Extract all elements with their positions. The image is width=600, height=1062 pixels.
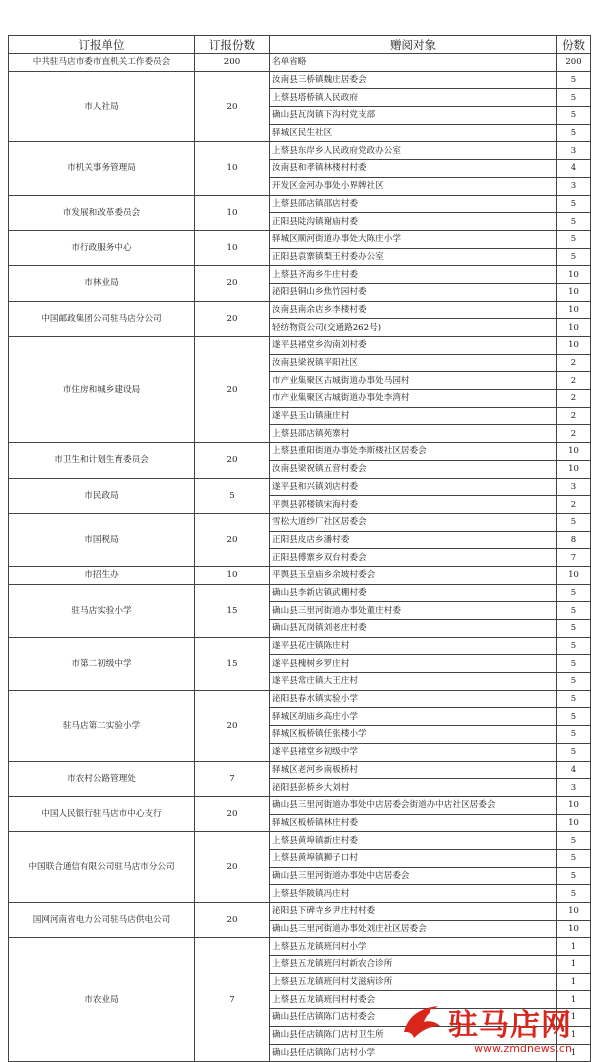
recipient-cell: 遂平县褚堂乡初级中学 <box>270 743 557 761</box>
recipient-cell: 上蔡县齐海乡牛庄村委 <box>270 266 557 284</box>
subscription-count-cell: 15 <box>195 637 270 690</box>
recipient-cell: 遂平县常庄镇大王庄村 <box>270 673 557 691</box>
recipient-cell: 泌阳县彭桥乡大刘村 <box>270 779 557 797</box>
recipient-cell: 正阳县傅寨乡双台村委会 <box>270 549 557 567</box>
copies-cell: 5 <box>557 655 591 673</box>
copies-cell: 5 <box>557 89 591 107</box>
copies-cell: 2 <box>557 496 591 514</box>
table-row <box>9 566 591 584</box>
table-row <box>9 584 591 602</box>
table-row <box>9 230 591 248</box>
recipient-cell: 遂平县花庄镇陈庄村 <box>270 637 557 655</box>
copies-cell: 5 <box>557 867 591 885</box>
copies-cell: 1 <box>557 973 591 991</box>
recipient-cell: 遂平县褚堂乡沟南刘村委 <box>270 337 557 355</box>
copies-cell: 5 <box>557 248 591 266</box>
recipient-cell: 上蔡县黄埠镇新庄村委 <box>270 832 557 850</box>
subscription-count-cell: 20 <box>195 832 270 903</box>
copies-cell: 10 <box>557 443 591 461</box>
recipient-cell: 上蔡县五龙镇班闫村村委会 <box>270 991 557 1009</box>
unit-cell: 中共驻马店市委市直机关工作委员会 <box>9 54 195 72</box>
recipient-cell: 驿城区板桥镇林庄村委 <box>270 814 557 832</box>
table-body <box>9 54 591 1062</box>
copies-cell: 5 <box>557 213 591 231</box>
recipient-cell: 汝南县和孝镇林楼村村委 <box>270 160 557 178</box>
recipient-cell: 汝南县梁祝镇平阳社区 <box>270 354 557 372</box>
copies-cell: 5 <box>557 71 591 89</box>
copies-cell: 10 <box>557 266 591 284</box>
recipient-cell: 名单省略 <box>270 54 557 72</box>
copies-cell: 5 <box>557 849 591 867</box>
recipient-cell: 确山县任店镇陈门店村委会 <box>270 1009 557 1027</box>
copies-cell: 5 <box>557 885 591 903</box>
unit-cell: 市农业局 <box>9 938 195 1062</box>
recipient-cell: 市产业集聚区古城街道办事处李湾村 <box>270 390 557 408</box>
recipient-cell: 确山县三里河街道办事处中店居委会街道办中店社区居委会 <box>270 796 557 814</box>
subscription-count-cell: 20 <box>195 903 270 938</box>
recipient-cell: 上蔡县邵店镇苑寨村 <box>270 425 557 443</box>
copies-cell: 5 <box>557 690 591 708</box>
recipient-cell: 开发区金河办事处小界牌社区 <box>270 177 557 195</box>
copies-cell: 1 <box>557 1026 591 1044</box>
watermark-title: 驻马店网 <box>448 1008 572 1043</box>
recipient-cell: 确山县三里河街道办事处中店居委会 <box>270 867 557 885</box>
copies-cell: 1 <box>557 956 591 974</box>
recipient-cell: 泌阳县春水镇实验小学 <box>270 690 557 708</box>
copies-cell: 4 <box>557 761 591 779</box>
recipient-cell: 泌阳县下碑寺乡尹庄村村委 <box>270 903 557 921</box>
subscription-count-cell: 20 <box>195 796 270 831</box>
copies-cell: 5 <box>557 726 591 744</box>
table-row <box>9 513 591 531</box>
recipient-cell: 确山县瓦岗镇刘老庄村委 <box>270 620 557 638</box>
copies-cell: 5 <box>557 673 591 691</box>
table-row <box>9 54 591 72</box>
recipient-cell: 汝南县三桥镇魏庄居委会 <box>270 71 557 89</box>
subscription-count-cell: 7 <box>195 761 270 796</box>
copies-cell: 2 <box>557 390 591 408</box>
unit-cell: 驻马店第二实验小学 <box>9 690 195 761</box>
unit-cell: 市农村公路管理处 <box>9 761 195 796</box>
copies-cell: 5 <box>557 195 591 213</box>
recipient-cell: 上蔡县五龙镇班闫村新农合诊所 <box>270 956 557 974</box>
recipient-cell: 汝南县南余店乡李楼村委 <box>270 301 557 319</box>
unit-cell: 市行政服务中心 <box>9 230 195 265</box>
unit-cell: 市民政局 <box>9 478 195 513</box>
recipient-cell: 正阳县皮店乡潘村委 <box>270 531 557 549</box>
subscription-count-cell: 20 <box>195 301 270 336</box>
recipient-cell: 轻纺物资公司(交通路262号) <box>270 319 557 337</box>
subscription-table <box>8 35 591 1062</box>
copies-cell: 10 <box>557 814 591 832</box>
recipient-cell: 平舆县玉皇庙乡余坡村委会 <box>270 566 557 584</box>
copies-cell: 2 <box>557 425 591 443</box>
unit-cell: 驻马店实验小学 <box>9 584 195 637</box>
recipient-cell: 上蔡县五龙镇班闫村艾滋病诊所 <box>270 973 557 991</box>
copies-cell: 5 <box>557 230 591 248</box>
copies-cell: 10 <box>557 337 591 355</box>
copies-cell: 10 <box>557 903 591 921</box>
recipient-cell: 确山县瓦岗镇下沟村党支部 <box>270 107 557 125</box>
recipient-cell: 驿城区胡庙乡高庄小学 <box>270 708 557 726</box>
table-row <box>9 195 591 213</box>
copies-cell: 1 <box>557 1009 591 1027</box>
header-row <box>9 36 591 54</box>
copies-cell: 3 <box>557 478 591 496</box>
subscription-count-cell: 200 <box>195 54 270 72</box>
recipient-cell: 驿城区板桥镇任张楼小学 <box>270 726 557 744</box>
copies-cell: 10 <box>557 319 591 337</box>
recipient-cell: 确山县三里河街道办事处董庄村委 <box>270 602 557 620</box>
copies-cell: 10 <box>557 566 591 584</box>
table-row <box>9 761 591 779</box>
subscription-count-cell: 10 <box>195 195 270 230</box>
copies-cell: 5 <box>557 602 591 620</box>
copies-cell: 10 <box>557 301 591 319</box>
unit-cell: 市人社局 <box>9 71 195 142</box>
unit-cell: 中国人民银行驻马店市中心支行 <box>9 796 195 831</box>
subscription-count-cell: 20 <box>195 443 270 478</box>
header-count: 订报份数 <box>195 36 270 54</box>
subscription-table-wrap <box>8 35 590 1062</box>
recipient-cell: 确山县李新店镇武棚村委 <box>270 584 557 602</box>
copies-cell: 2 <box>557 407 591 425</box>
subscription-count-cell: 15 <box>195 584 270 637</box>
recipient-cell: 正阳县陡沟镇谢庙村委 <box>270 213 557 231</box>
recipient-cell: 市产业集聚区古城街道办事处马园村 <box>270 372 557 390</box>
table-row <box>9 443 591 461</box>
subscription-count-cell: 20 <box>195 513 270 566</box>
subscription-count-cell: 10 <box>195 142 270 195</box>
table-row <box>9 337 591 355</box>
unit-cell: 国网河南省电力公司驻马店供电公司 <box>9 903 195 938</box>
copies-cell: 10 <box>557 460 591 478</box>
copies-cell: 10 <box>557 283 591 301</box>
recipient-cell: 平舆县郭楼镇宋海村委 <box>270 496 557 514</box>
subscription-count-cell: 10 <box>195 566 270 584</box>
table-row <box>9 142 591 160</box>
recipient-cell: 驿城区民生社区 <box>270 124 557 142</box>
recipient-cell: 驿城区老河乡南板桥村 <box>270 761 557 779</box>
recipient-cell: 泌阳县铜山乡焦竹园村委 <box>270 283 557 301</box>
table-row <box>9 478 591 496</box>
header-copies: 份数 <box>557 36 591 54</box>
recipient-cell: 上蔡县重阳街道办事处李斯楼社区居委会 <box>270 443 557 461</box>
unit-cell: 市林业局 <box>9 266 195 301</box>
unit-cell: 市发展和改革委员会 <box>9 195 195 230</box>
recipient-cell: 上蔡县东岸乡人民政府党政办公室 <box>270 142 557 160</box>
subscription-count-cell: 5 <box>195 478 270 513</box>
recipient-cell: 遂平县槐树乡罗庄村 <box>270 655 557 673</box>
subscription-count-cell: 20 <box>195 337 270 443</box>
unit-cell: 市第二初级中学 <box>9 637 195 690</box>
table-row <box>9 796 591 814</box>
recipient-cell: 确山县任店镇陈门店村小学 <box>270 1044 557 1062</box>
copies-cell: 10 <box>557 920 591 938</box>
table-row <box>9 903 591 921</box>
table-row <box>9 832 591 850</box>
copies-cell: 2 <box>557 372 591 390</box>
unit-cell: 市机关事务管理局 <box>9 142 195 195</box>
copies-cell: 5 <box>557 637 591 655</box>
copies-cell: 3 <box>557 142 591 160</box>
recipient-cell: 上蔡县华陂镇冯庄村 <box>270 885 557 903</box>
copies-cell: 5 <box>557 743 591 761</box>
recipient-cell: 上蔡县黄埠镇狮子口村 <box>270 849 557 867</box>
table-row <box>9 301 591 319</box>
copies-cell: 1 <box>557 1044 591 1062</box>
unit-cell: 市卫生和计划生育委员会 <box>9 443 195 478</box>
recipient-cell: 上蔡县塔桥镇人民政府 <box>270 89 557 107</box>
copies-cell: 5 <box>557 107 591 125</box>
recipient-cell: 汝南县梁祝镇五营村委会 <box>270 460 557 478</box>
copies-cell: 4 <box>557 160 591 178</box>
recipient-cell: 确山县三里河街道办事处刘庄社区居委会 <box>270 920 557 938</box>
table-row <box>9 690 591 708</box>
subscription-count-cell: 20 <box>195 690 270 761</box>
copies-cell: 5 <box>557 513 591 531</box>
subscription-count-cell: 20 <box>195 266 270 301</box>
copies-cell: 5 <box>557 584 591 602</box>
header-unit: 订报单位 <box>9 36 195 54</box>
copies-cell: 5 <box>557 708 591 726</box>
table-row <box>9 637 591 655</box>
table-row <box>9 71 591 89</box>
unit-cell: 市住房和城乡建设局 <box>9 337 195 443</box>
copies-cell: 3 <box>557 177 591 195</box>
copies-cell: 3 <box>557 779 591 797</box>
recipient-cell: 遂平县和兴镇刘店村委 <box>270 478 557 496</box>
table-row <box>9 266 591 284</box>
recipient-cell: 上蔡县五龙镇班闫村小学 <box>270 938 557 956</box>
unit-cell: 中国邮政集团公司驻马店分公司 <box>9 301 195 336</box>
recipient-cell: 雪松大道纱厂社区居委会 <box>270 513 557 531</box>
copies-cell: 200 <box>557 54 591 72</box>
copies-cell: 7 <box>557 549 591 567</box>
copies-cell: 5 <box>557 620 591 638</box>
copies-cell: 8 <box>557 531 591 549</box>
unit-cell: 市国税局 <box>9 513 195 566</box>
copies-cell: 1 <box>557 991 591 1009</box>
copies-cell: 2 <box>557 354 591 372</box>
watermark-url: www.zmdnews.cn <box>474 1042 572 1055</box>
recipient-cell: 确山县任店镇陈门店村卫生所 <box>270 1026 557 1044</box>
subscription-count-cell: 7 <box>195 938 270 1062</box>
copies-cell: 1 <box>557 938 591 956</box>
subscription-count-cell: 20 <box>195 71 270 142</box>
recipient-cell: 遂平县玉山镇康庄村 <box>270 407 557 425</box>
copies-cell: 5 <box>557 832 591 850</box>
recipient-cell: 上蔡县邵店镇邵店村委 <box>270 195 557 213</box>
subscription-count-cell: 10 <box>195 230 270 265</box>
recipient-cell: 正阳县袁寨镇梨王村委办公室 <box>270 248 557 266</box>
header-target: 赠阅对象 <box>270 36 557 54</box>
unit-cell: 中国联合通信有限公司驻马店市分公司 <box>9 832 195 903</box>
copies-cell: 5 <box>557 124 591 142</box>
recipient-cell: 驿城区顺河街道办事处大陈庄小学 <box>270 230 557 248</box>
table-row <box>9 938 591 956</box>
copies-cell: 10 <box>557 796 591 814</box>
unit-cell: 市招生办 <box>9 566 195 584</box>
